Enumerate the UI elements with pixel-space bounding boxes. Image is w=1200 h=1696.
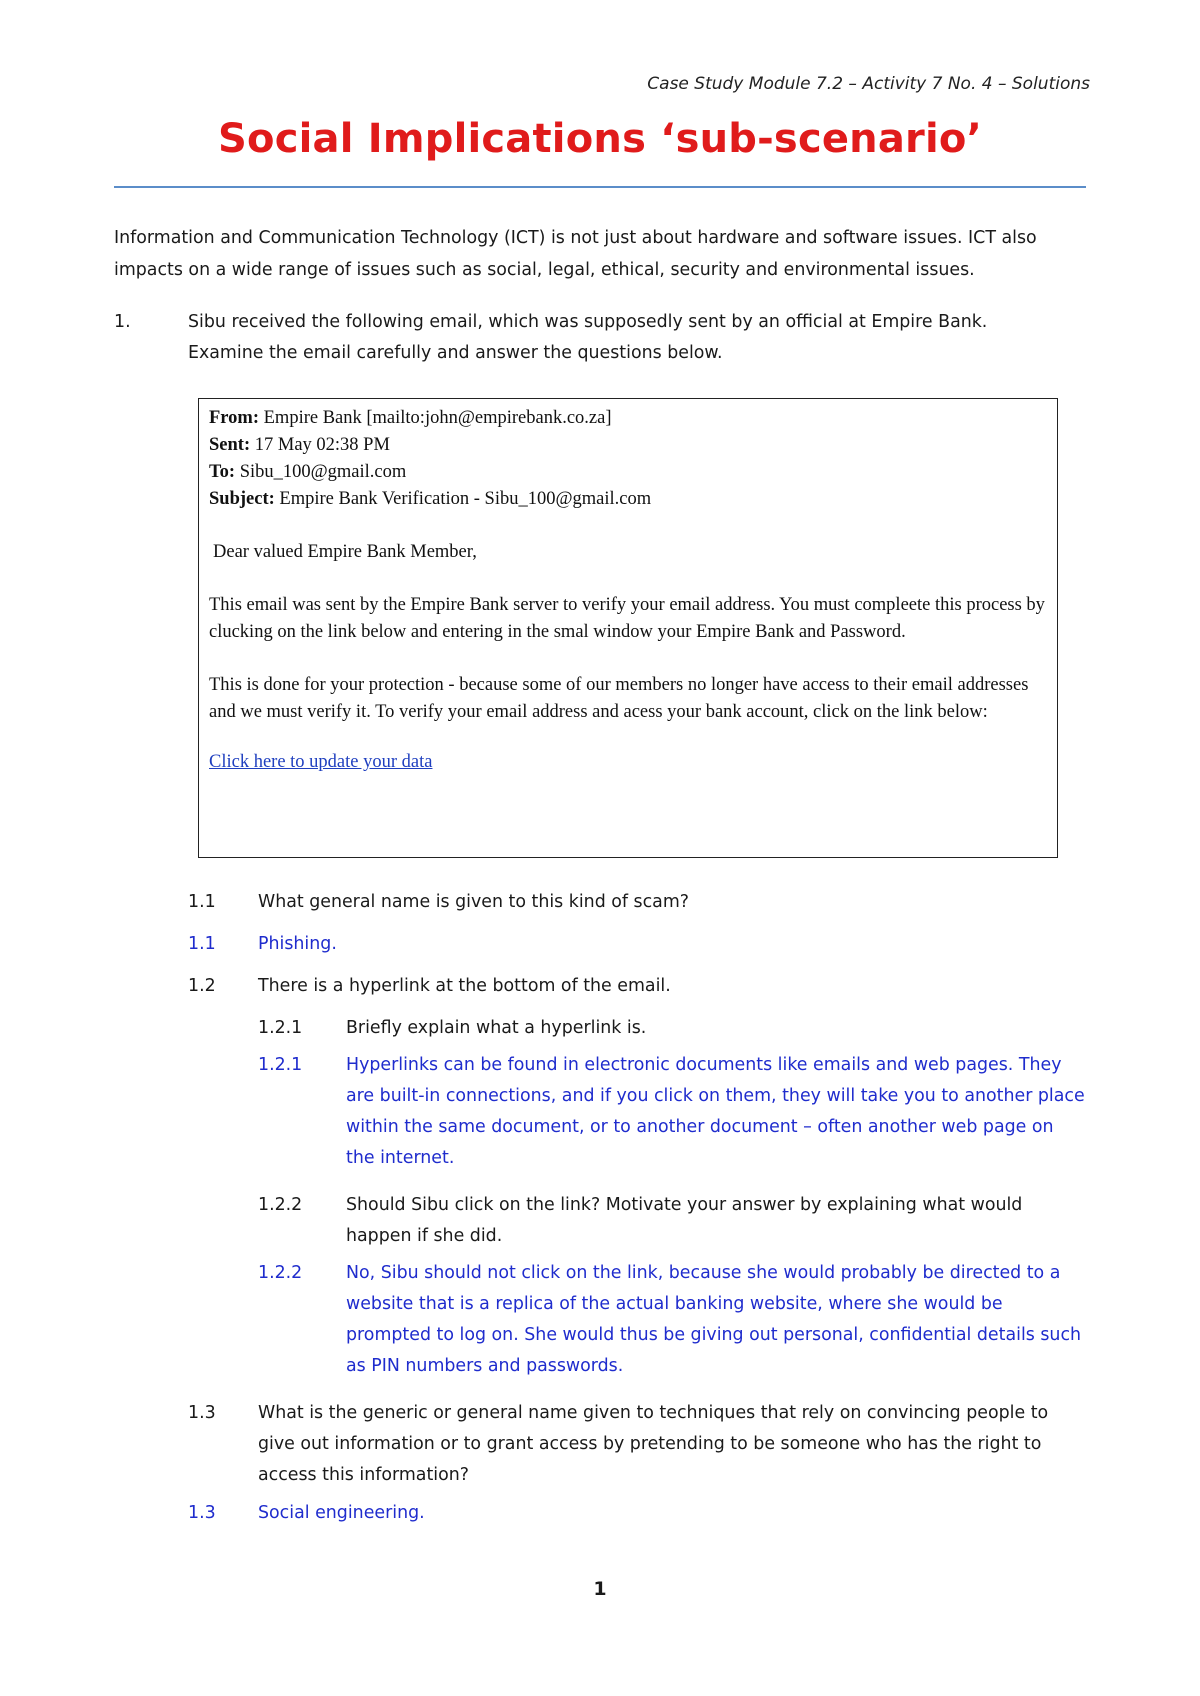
question-number: 1.1 — [188, 892, 216, 912]
email-from-line — [209, 405, 1047, 432]
answer-number: 1.2.2 — [258, 1263, 303, 1283]
email-subject-line — [209, 486, 1047, 513]
email-update-data-link[interactable]: Click here to update your data — [209, 752, 433, 772]
email-from-value: Empire Bank [mailto:john@empirebank.co.za] — [263, 408, 612, 428]
question-number: 1.3 — [188, 1403, 216, 1423]
question-text: There is a hyperlink at the bottom of the email. — [258, 976, 671, 996]
question-1-number: 1. — [114, 312, 131, 332]
answer-text: Phishing. — [258, 934, 337, 954]
header-reference: Case Study Module 7.2 – Activity 7 No. 4 – Solutions — [647, 74, 1090, 94]
email-from-label: From: — [209, 408, 259, 428]
page-number: 1 — [593, 1578, 607, 1600]
question-text: What is the generic or general name given to techniques that rely on convincing people to give out information or to grant access by pretending to be someone who has the right to access this information? — [258, 1403, 1049, 1485]
answer-text: Hyperlinks can be found in electronic documents like emails and web pages. They are built-in connections, and if you click on them, they will take you to another place within the same document, or to another document – often another web page on the internet. — [346, 1055, 1085, 1168]
question-text: What general name is given to this kind of scam? — [258, 892, 690, 912]
question-text: Should Sibu click on the link? Motivate your answer by explaining what would happen if she did. — [346, 1195, 1023, 1246]
email-sent-line — [209, 432, 1047, 459]
email-sent-label: Sent: — [209, 435, 251, 455]
email-greeting: Dear valued Empire Bank Member, — [213, 542, 477, 562]
answer-number: 1.1 — [188, 934, 216, 954]
email-to-label: To: — [209, 462, 236, 482]
answer-text: Social engineering. — [258, 1503, 425, 1523]
email-subject-label: Subject: — [209, 489, 275, 509]
email-paragraph-2: This is done for your protection - because some of our members no longer have access to their email addresses and we must verify it. To verify your email address and acess your bank account, click on the link below: — [209, 675, 1029, 722]
answer-text: No, Sibu should not click on the link, because she would probably be directed to a website that is a replica of the actual banking website, where she would be prompted to log on. She would thus be giving out personal, confidential details such as PIN numbers and passwords. — [346, 1263, 1082, 1376]
page-title: Social Implications ‘sub-scenario’ — [218, 116, 982, 162]
question-number: 1.2.2 — [258, 1195, 303, 1215]
email-subject-value: Empire Bank Verification - Sibu_100@gmail.com — [279, 489, 652, 509]
email-to-value: Sibu_100@gmail.com — [239, 462, 407, 482]
question-number: 1.2 — [188, 976, 216, 996]
question-1-line-2: Examine the email carefully and answer the questions below. — [188, 343, 723, 363]
email-sent-value: 17 May 02:38 PM — [254, 435, 390, 455]
question-number: 1.2.1 — [258, 1018, 303, 1038]
intro-paragraph: Information and Communication Technology (ICT) is not just about hardware and software issues. ICT also impacts on a wide range of issues such as social, legal, ethical, security and environmental issues. — [114, 228, 1037, 280]
answer-number: 1.3 — [188, 1503, 216, 1523]
email-to-line — [209, 459, 1047, 486]
title-divider — [114, 186, 1086, 188]
email-paragraph-1: This email was sent by the Empire Bank server to verify your email address. You must compleete this process by clucking on the link below and entering in the smal window your Empire Bank and Password. — [209, 595, 1045, 642]
answer-number: 1.2.1 — [258, 1055, 303, 1075]
question-text: Briefly explain what a hyperlink is. — [346, 1018, 647, 1038]
phishing-email-box — [198, 398, 1058, 858]
question-1-line-1: Sibu received the following email, which was supposedly sent by an official at Empire Bank. — [188, 312, 988, 332]
